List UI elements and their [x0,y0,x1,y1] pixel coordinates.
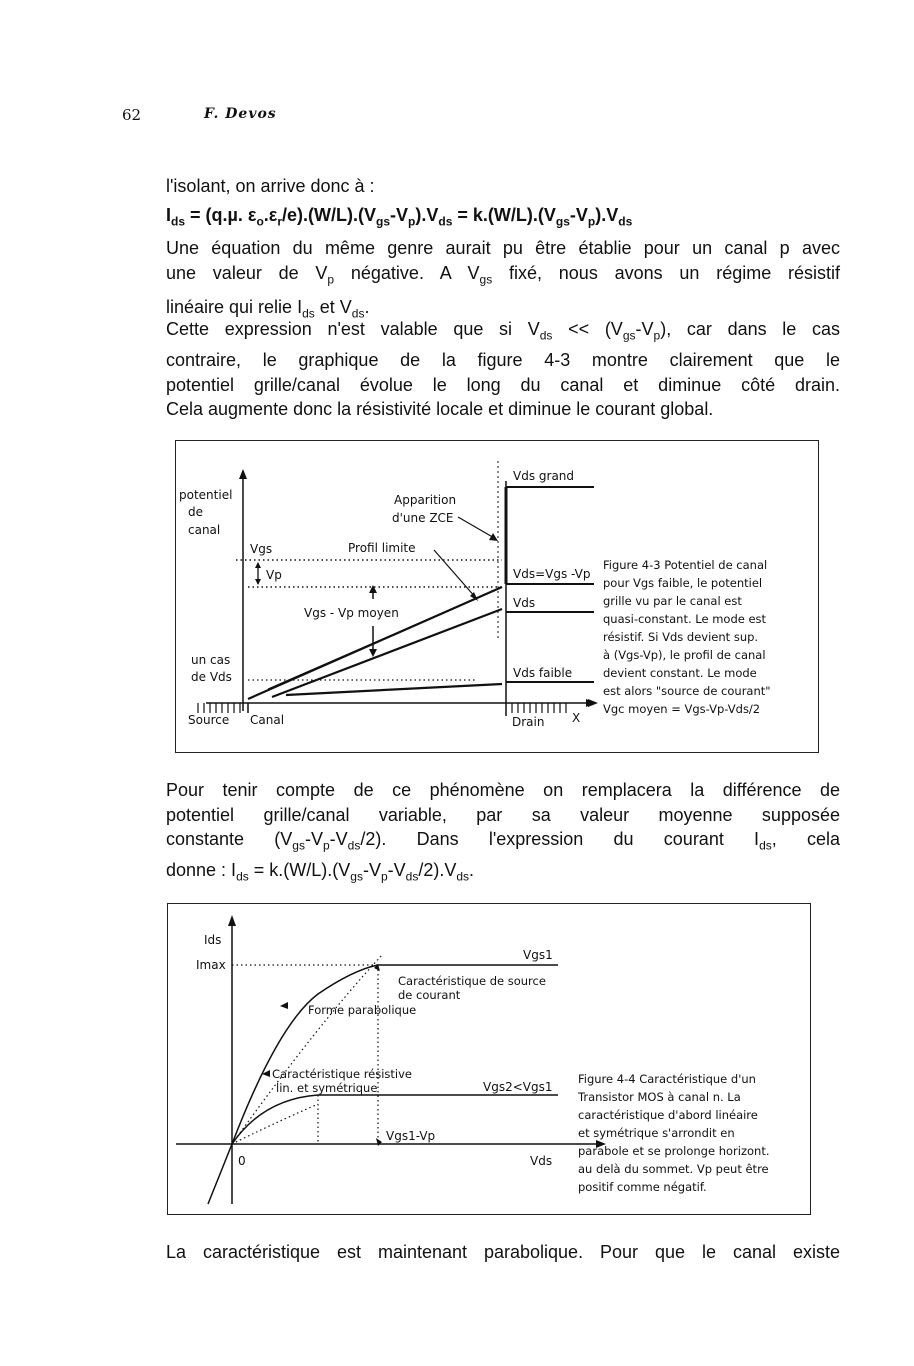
fig1-drain: Drain [512,715,545,729]
fig1-x: X [572,711,581,725]
fig2-imax: Imax [196,958,226,972]
fig1-vp-label: Vp [266,568,282,582]
fig1-ylabel-1: potentiel [179,488,233,502]
fig1-vds-grand: Vds grand [513,469,575,483]
figure-4-3 [175,440,819,753]
fig2-carac-source-1: Caractéristique de source [398,974,546,988]
fig1-vgs-label: Vgs [250,542,273,556]
fig1-uncas-2: de Vds [191,670,232,684]
fig1-source: Source [188,713,230,727]
fig2-carac-res-1: Caractéristique résistive [272,1067,413,1081]
fig2-ids: Ids [204,933,222,947]
running-author: F. Devos [204,106,277,122]
paragraph-3: Pour tenir compte de ce phénomène on remplacera la différence de potentiel grille/canal variable, par sa valeur moyenne supposée constante $(V_{gs}-V_p-V_{ds}/2)$. Dans l'expression du courant $I_{ds}$, cela donne : $I_{ds} = k.(W/L).(V_{gs}-V_p-V_{ds}/2).V_{ds}$. [166,780,840,884]
figure-4-3-caption: Figure 4-3 Potentiel de canal pour Vgs faible, le potentiel grille vu par le canal est quasi-constant. Le mode est résistif. Si Vds devient sup. à (Vgs-Vp), le profil de canal devient constant. Le mode est alors "source de courant" Vgc moyen = Vgs-Vp-Vds/2 [603,558,771,716]
fig2-vgs1-vp: Vgs1-Vp [386,1129,436,1143]
figure-4-4-caption: Figure 4-4 Caractéristique d'un Transistor MOS à canal n. La caractéristique d'abord linéaire et symétrique s'arrondit en parabole et se prolonge horizont. au delà du sommet. Vp peut être positif comme négatif. [578,1072,770,1194]
page-number: 62 [122,106,142,124]
figure-4-4 [167,903,811,1215]
fig2-carac-res-2: lin. et symétrique [276,1081,378,1095]
fig2-zero: 0 [238,1154,246,1168]
intro-text: l'isolant, on arrive donc à : [166,176,375,196]
paragraph-2: Cette expression n'est valable que si $V_{ds} << (V_{gs}-V_p)$, car dans le cas contraire, le graphique de la figure 4-3 montre clairement que le potentiel grille/canal évolue le long du canal et diminue côté drain. Cela augmente donc la résistivité locale et diminue le courant global. [166,319,840,420]
fig1-vds-faible: Vds faible [513,666,573,680]
equation-ids: $I_{ds} = (q.\mu$. $\varepsilon_o.\varepsilon_r/e).(W/L).(V_{gs}-V_p).V_{ds} = k.(W/L).(V_{gs}-V_p).V_{ds}$ [166,205,633,229]
fig1-uncas-1: un cas [191,653,231,667]
fig1-apparition-1: Apparition [394,493,457,507]
fig1-ylabel-3: canal [188,523,221,537]
fig1-vgs-vp-moyen: Vgs - Vp moyen [304,606,399,620]
fig2-vgs2: Vgs2<Vgs1 [483,1080,553,1094]
fig1-apparition-2: d'une ZCE [392,511,454,525]
closing-text: La caractéristique est maintenant parabolique. Pour que le canal existe [166,1242,840,1262]
fig1-vds: Vds [513,596,536,610]
fig2-vgs1: Vgs1 [523,948,553,962]
fig2-forme: Forme parabolique [308,1003,417,1017]
fig1-vds-eq: Vds=Vgs -Vp [513,567,591,581]
fig2-carac-source-2: de courant [398,988,461,1002]
fig2-vds: Vds [530,1154,553,1168]
fig1-profil-label: Profil limite [348,541,416,555]
paragraph-1: Une équation du même genre aurait pu être établie pour un canal p avec une valeur de $V_p$ négative. A $V_{gs}$ fixé, nous avons un régime résistif linéaire qui relie $I_{ds}$ et $V_{ds}$. [166,238,840,321]
fig1-ylabel-2: de [188,505,203,519]
fig1-canal: Canal [250,713,285,727]
